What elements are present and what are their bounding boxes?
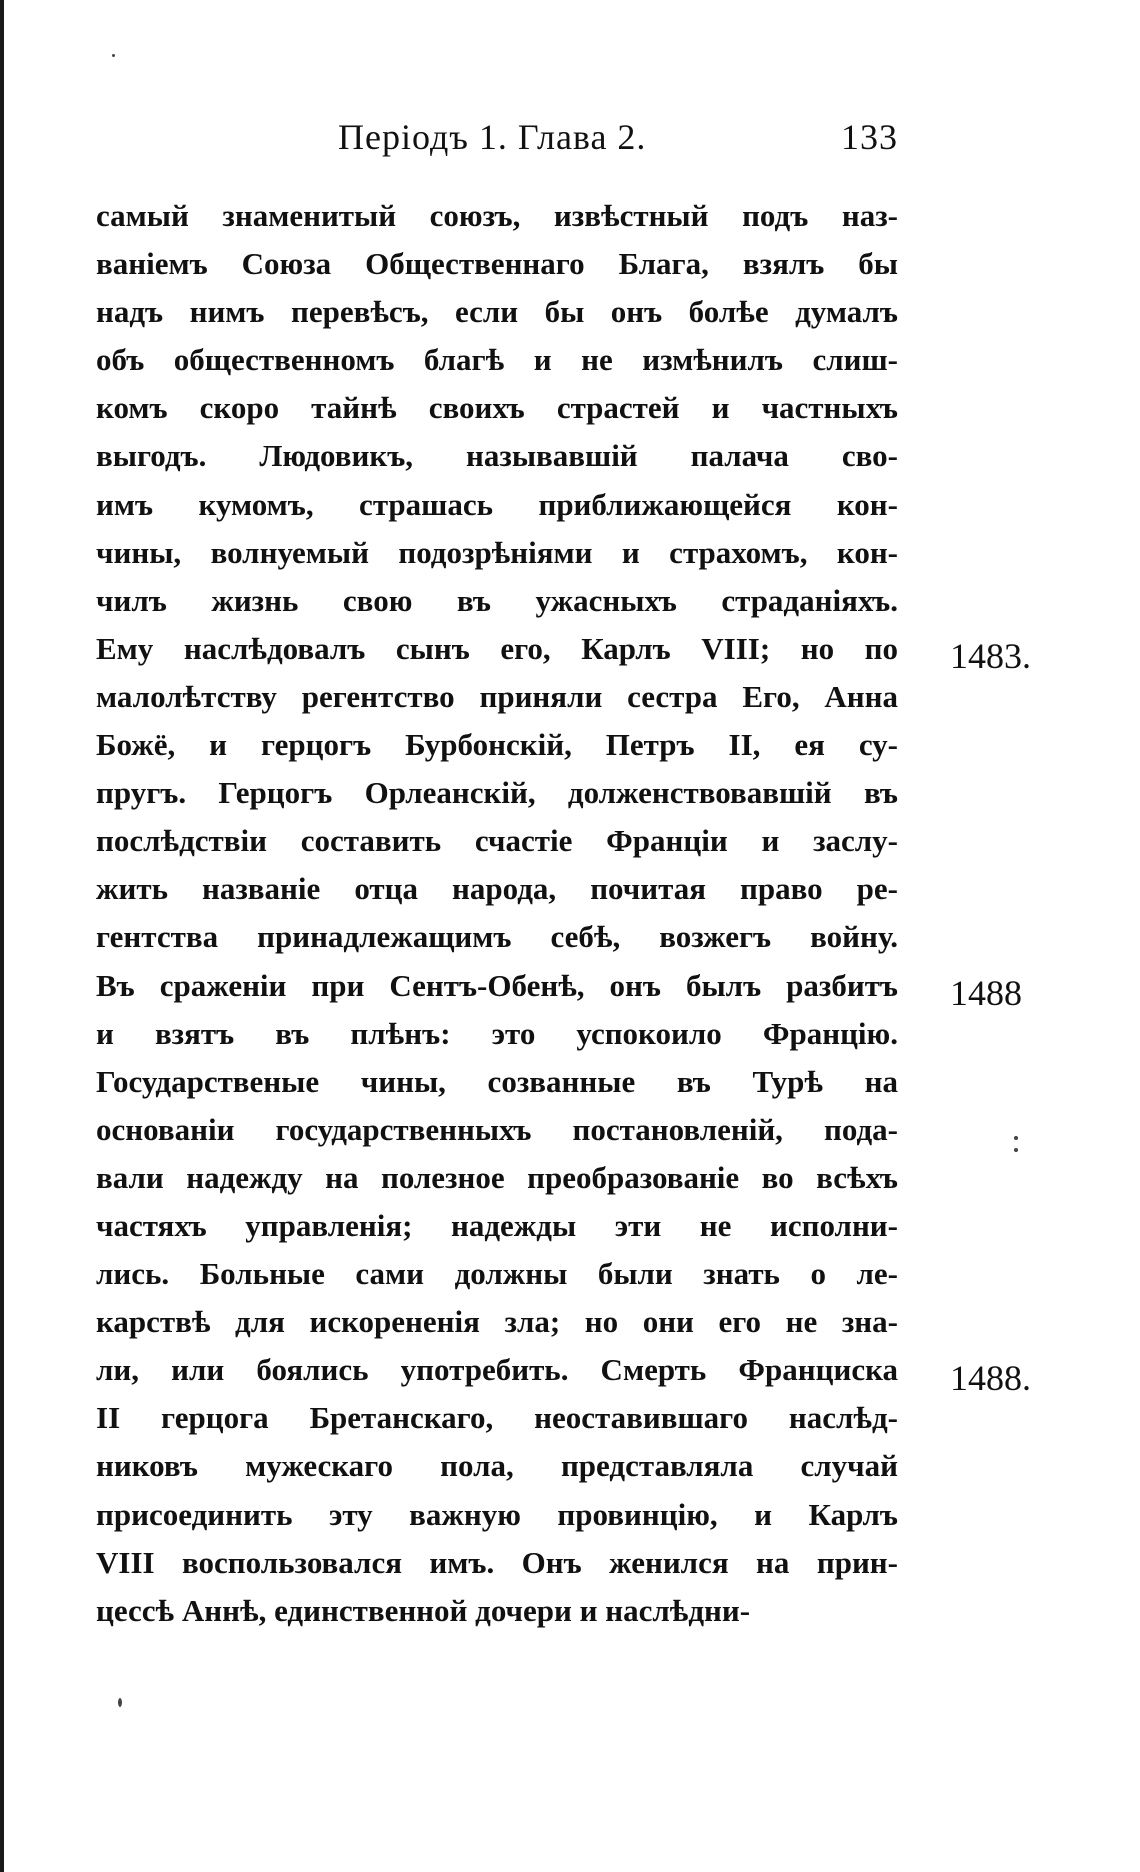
text-line: основаніи государственныхъ постановленій, пода- [96, 1111, 898, 1147]
print-speck [1014, 1136, 1018, 1140]
text-line: VIII воспользовался имъ. Онъ женился на прин- [96, 1544, 898, 1580]
text-line: вали надежду на полезное преобразованіе во всѣхъ [96, 1159, 898, 1195]
running-header [338, 116, 898, 172]
margin-year-note: 1483. [950, 636, 1031, 676]
print-speck [112, 54, 115, 57]
text-line: Божё, и герцогъ Бурбонскій, Петръ II, ея су- [96, 727, 898, 763]
text-line: выгодъ. Людовикъ, называвшій палача сво- [96, 438, 898, 474]
text-line: лись. Больные сами должны были знать о ле- [96, 1256, 898, 1292]
text-line: ваніемъ Союза Общественнаго Блага, взялъ бы [96, 246, 898, 282]
text-line: частяхъ управленія; надежды эти не исполни- [96, 1207, 898, 1243]
text-line: присоединить эту важную провинцію, и Карлъ [96, 1496, 898, 1532]
header-title: Періодъ 1. Глава 2. [338, 117, 647, 157]
text-line: никовъ мужескаго пола, представляла случай [96, 1448, 898, 1484]
text-line: малолѣтству регентство приняли сестра Его, Анна [96, 678, 898, 714]
text-line: чилъ жизнь свою въ ужасныхъ страданіяхъ. [96, 582, 898, 618]
text-line: Въ сраженіи при Сентъ-Обенѣ, онъ былъ разбитъ [96, 967, 898, 1003]
text-line: цессѣ Аннѣ, единственной дочери и наслѣдни- [96, 1592, 751, 1628]
text-line: имъ кумомъ, страшась приближающейся кон- [96, 486, 898, 522]
text-line: гентства принадлежащимъ себѣ, возжегъ войну. [96, 919, 898, 955]
margin-year-note: 1488. [950, 1358, 1031, 1398]
text-line: и взятъ въ плѣнъ: это успокоило Францію. [96, 1015, 898, 1051]
text-line: жить названіе отца народа, почитая право ре- [96, 871, 898, 907]
text-line: Ему наслѣдовалъ сынъ его, Карлъ VIII; но по [96, 630, 898, 666]
text-line: II герцога Бретанскаго, неоставившаго наслѣд- [96, 1400, 898, 1436]
print-speck [1014, 1148, 1018, 1152]
margin-year-note: 1488 [950, 973, 1022, 1013]
text-line: карствѣ для искорененія зла; но они его не зна- [96, 1304, 898, 1340]
print-speck [118, 1698, 122, 1707]
page-number: 133 [841, 117, 898, 157]
text-line: пругъ. Герцогъ Орлеанскій, долженствовавшій въ [96, 775, 898, 811]
page-edge-line [0, 0, 4, 1872]
body-text [96, 192, 898, 1635]
text-line: ли, или боялись употребить. Смерть Франциска [96, 1352, 898, 1388]
text-line: самый знаменитый союзъ, извѣстный подъ наз- [96, 198, 898, 233]
text-line: комъ скоро тайнѣ своихъ страстей и частныхъ [96, 390, 898, 426]
text-line: послѣдствіи составить счастіе Франціи и заслу- [96, 823, 898, 859]
text-line: надъ нимъ перевѣсъ, если бы онъ болѣе думалъ [96, 294, 898, 330]
text-line: чины, волнуемый подозрѣніями и страхомъ, кон- [96, 534, 898, 570]
text-line: объ общественномъ благѣ и не измѣнилъ слиш- [96, 342, 898, 378]
text-line: Государственые чины, созванные въ Турѣ на [96, 1063, 898, 1099]
